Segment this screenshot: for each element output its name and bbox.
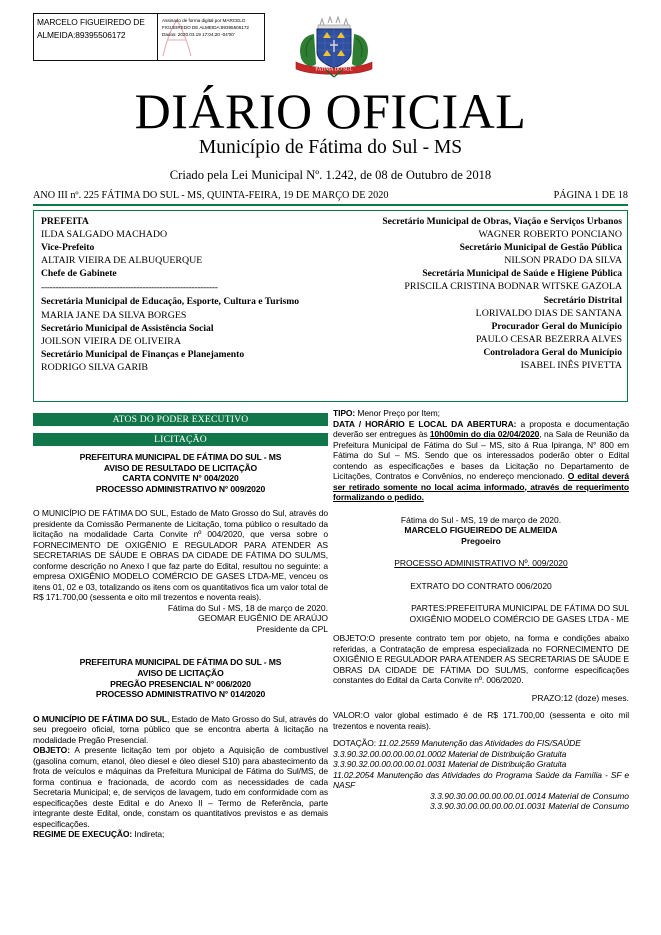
regime-text: Indireta; bbox=[132, 829, 165, 840]
heading-line: PREFEITURA MUNICIPAL DE FÁTIMA DO SUL - MS bbox=[79, 657, 282, 668]
official-name: ISABEL INÊS PIVETTA bbox=[520, 360, 622, 372]
official-role: Secretário Distrital bbox=[543, 294, 622, 306]
official-name: NILSON PRADO DA SILVA bbox=[504, 255, 622, 267]
dotacao-label: DOTAÇÃO: bbox=[333, 738, 379, 748]
official-role: Secretária Municipal de Saúde e Higiene Pública bbox=[422, 268, 622, 280]
signature-place: Fátima do Sul - MS, 18 de março de 2020. bbox=[167, 602, 328, 613]
body-text: , venceu os itens 01, 02 e 03, totalizando os itens com os quantitativos fica um valor total de R$ 171.700,00 (sessenta e oito mil trezentos e noventa reais). bbox=[33, 571, 328, 603]
dotacao-item: 3.3.90.30.00.00.00.00.01.0014 Material de Consumo bbox=[430, 790, 629, 801]
signature-role: Pregoeiro bbox=[461, 535, 501, 546]
dotacao-block bbox=[333, 749, 629, 760]
objeto-post: , conforme especificações constantes do Edital da Carta Convite nº. 006/2020. bbox=[333, 664, 629, 685]
official-role: PREFEITA bbox=[41, 216, 89, 227]
intro-bold: O MUNICÍPIO DE FÁTIMA DO SUL bbox=[33, 713, 168, 724]
heading-line: AVISO DE RESULTADO DE LICITAÇÃO bbox=[103, 462, 258, 473]
heading-line: PROCESSO ADMINISTRATIVO N° 009/2020 bbox=[95, 483, 266, 494]
notice-result-body bbox=[33, 508, 328, 603]
official-name: ALTAIR VIEIRA DE ALBUQUERQUE bbox=[41, 255, 203, 267]
page-title: DIÁRIO OFICIAL bbox=[134, 83, 527, 139]
officials-column-right bbox=[330, 211, 627, 401]
data-label: DATA / HORÁRIO E LOCAL DA ABERTURA: bbox=[333, 418, 517, 429]
signature-name: MARCELO FIGUEIREDO DE ALMEIDA bbox=[404, 525, 558, 535]
section-banner-licitacao: LICITAÇÃO bbox=[33, 433, 328, 446]
valor-line: VALOR:O valor global estimado é de R$ 171.700,00 (sessenta e oito mil trezentos e noventa reais). bbox=[333, 710, 629, 731]
tipo-label: TIPO: bbox=[333, 408, 356, 418]
official-name: PAULO CESAR BEZERRA ALVES bbox=[475, 333, 622, 345]
notice-bid-regime bbox=[33, 829, 328, 840]
heading-line: CARTA CONVITE N° 004/2020 bbox=[122, 473, 239, 484]
dotacao-item: 11.02.2054 Manutenção das Atividades do Programa Saúde da Família - SF e NASF bbox=[333, 769, 629, 790]
signature-detail-text: Assinado de forma digital por MARCELO FIGUEIREDO DE ALMEIDA:89395506172 Dados: 2020.03.19 17:04:20 -04'00' bbox=[162, 18, 249, 38]
prazo-line: PRAZO:12 (doze) meses. bbox=[531, 692, 629, 703]
regime-label: REGIME DE EXECUÇÃO: bbox=[33, 829, 133, 840]
objeto-text: A presente licitação tem por objeto a Aquisição de combustível (gasolina comum, etanol, óleo diesel e óleo diesel S10) para abastecimento da frota de veículos e máquinas da Prefeitura Municipal de Fátima do Sul/MS, de forma continua e fracionada, de acordo com as necessidades de cada Secretaria Municipal; e, de serviços de lavagem, tudo em conformidade com as especificações deste Edital e do Anexo II – Termo de Referência, parte integrante deste Edital, onde, constam os quantitativos previstos e as demais especificações. bbox=[33, 745, 328, 829]
official-role: Controladora Geral do Município bbox=[483, 346, 622, 358]
signature-name: GEOMAR EUGÊNIO DE ARAÚJO bbox=[198, 613, 328, 624]
page-number: PÁGINA 1 DE 18 bbox=[553, 190, 628, 201]
official-name: WAGNER ROBERTO PONCIANO bbox=[478, 229, 622, 241]
objeto-pre: OBJETO:O presente contrato tem por objeto, na forma e condições abaixo referidas, a Contratação de empresa especializada no bbox=[333, 633, 629, 654]
extrato-contrato-title: EXTRATO DO CONTRATO 006/2020 bbox=[410, 580, 552, 591]
notice-bid-heading bbox=[33, 657, 328, 699]
official-name: MARIA JANE DA SILVA BORGES bbox=[41, 309, 187, 321]
digital-signature-stamp bbox=[33, 13, 265, 61]
masthead-law: Criado pela Lei Municipal Nº. 1.242, de 08 de Outubro de 2018 bbox=[169, 168, 492, 182]
heading-line: AVISO DE LICITAÇÃO bbox=[137, 667, 224, 678]
contrato-objeto bbox=[333, 633, 629, 686]
data-post: , na Sala de Reunião da Prefeitura Municipal de Fátima do Sul – MS, sito á Rua Ipiranga, N° 800 em Fátima do Sul – MS. Sendo que os interessados poderão obter o Edital contendo as especificações e bases da Licitação no Departamento de Licitações, Contratos e Convênios, no endereço mencionado. bbox=[333, 429, 629, 481]
dotacao-block bbox=[333, 770, 629, 791]
pregoeiro-signature bbox=[333, 515, 629, 547]
data-abertura-block bbox=[333, 419, 629, 503]
officials-separator: ------------------------------------------------------------- bbox=[41, 282, 218, 294]
signature-detail bbox=[158, 14, 264, 60]
partes-block bbox=[333, 603, 629, 624]
masthead bbox=[0, 84, 661, 184]
signature-role: Presidente da CPL bbox=[256, 623, 328, 634]
official-role: Secretário Municipal de Obras, Viação e Serviços Urbanos bbox=[382, 216, 622, 227]
official-role: Secretário Municipal de Finanças e Planejamento bbox=[41, 348, 245, 360]
signature-name: MARCELO FIGUEIREDO DE ALMEIDA:89395506172 bbox=[34, 14, 158, 60]
notice-result-signature bbox=[33, 603, 328, 635]
column-left bbox=[33, 452, 328, 840]
official-name: RODRIGO SILVA GARIB bbox=[41, 361, 148, 373]
official-name: PRISCILA CRISTINA BODNAR WITSKE GAZOLA bbox=[404, 281, 622, 293]
processo-text: PROCESSO ADMINISTRATIVO Nº. 009/2020 bbox=[394, 558, 568, 568]
signature-place: Fátima do Sul - MS, 19 de março de 2020. bbox=[400, 514, 562, 525]
notice-bid-objeto bbox=[33, 745, 328, 829]
section-banner-atos-poder-executivo: ATOS DO PODER EXECUTIVO bbox=[33, 413, 328, 426]
heading-line: PROCESSO ADMINISTRATIVO N° 014/2020 bbox=[95, 689, 266, 700]
official-name: ILDA SALGADO MACHADO bbox=[41, 229, 168, 241]
official-role: Procurador Geral do Município bbox=[491, 320, 622, 332]
notice-bid-intro bbox=[33, 714, 328, 746]
objeto-caps: FORNECIMENTO DE OXIGÊNIO E REGULADOR PARA ATENDER AS SECRETARIAS DE SÁUDE E OBRAS DA CIDADE DE FÁTIMA DO SUL/MS bbox=[333, 643, 629, 675]
official-name: LORIVALDO DIAS DE SANTANA bbox=[475, 307, 622, 319]
masthead-subtitle: Município de Fátima do Sul - MS bbox=[198, 137, 463, 158]
tipo-line bbox=[333, 408, 629, 419]
official-role: Vice-Prefeito bbox=[41, 242, 95, 254]
issue-info-left: ANO III nº. 225 FÁTIMA DO SUL - MS, QUINTA-FEIRA, 19 DE MARÇO DE 2020 bbox=[33, 190, 389, 201]
heading-line: PREFEITURA MUNICIPAL DE FÁTIMA DO SUL - MS bbox=[79, 452, 282, 462]
processo-administrativo-line bbox=[333, 558, 629, 569]
heading-line: PREGÃO PRESENCIAL N° 006/2020 bbox=[110, 678, 251, 689]
officials-box bbox=[33, 210, 628, 402]
notice-result-heading bbox=[33, 452, 328, 494]
dotacao-item: 3.3.90.30.00.00.00.00.01.0031 Material de Consumo bbox=[430, 801, 629, 811]
dotacao-block bbox=[333, 738, 629, 749]
header-divider bbox=[33, 204, 628, 206]
intro-rest: , Estado de Mato Grosso do Sul, através do seu pregoeiro oficial, torna público que se encontra aberta à licitação na modalidade Pregão Presencial. bbox=[33, 713, 328, 745]
dotacao-item: 11.02.2559 Manutenção das Atividades do FIS/SAÚDE bbox=[378, 738, 581, 748]
official-role: Secretário Municipal de Gestão Pública bbox=[459, 242, 622, 254]
dotacao-item: 3.3.90.32.00.00.00.00.01.0031 Material de Distribuição Gratuita bbox=[333, 759, 567, 769]
dotacao-block bbox=[333, 759, 629, 770]
signature-swoosh-icon bbox=[160, 18, 194, 58]
edital-notice: O edital deverá ser retirado somente no local acima informado, através de requerimento formalizando o pedido. bbox=[333, 471, 629, 502]
data-pre: a proposta e documentação deverão ser entregues às bbox=[333, 418, 629, 439]
body-text-caps: OXIGÊNIO MODELO COMÉRCIO DE GASES LTDA-ME bbox=[68, 571, 284, 582]
partes-line: OXIGÊNIO MODELO COMÉRCIO DE GASES LTDA - ME bbox=[409, 613, 629, 624]
data-datetime: 10h00min do dia 02/04/2020 bbox=[429, 429, 540, 439]
partes-line: PARTES:PREFEITURA MUNICIPAL DE FÁTIMA DO SUL bbox=[411, 603, 629, 613]
coat-of-arms-icon bbox=[282, 16, 386, 78]
column-right bbox=[333, 408, 629, 812]
svg-text:FATIMA DO SUL: FATIMA DO SUL bbox=[315, 67, 353, 73]
tipo-text: Menor Preço por Item; bbox=[355, 408, 440, 418]
body-text: , conforme descrição no Anexo I que faz parte do Edital, resultou no seguinte: a empresa bbox=[33, 550, 328, 582]
issue-info-bar bbox=[33, 190, 628, 201]
objeto-label: OBJETO: bbox=[33, 745, 70, 756]
official-role: Secretário Municipal de Assistência Social bbox=[41, 322, 214, 334]
official-role: Chefe de Gabinete bbox=[41, 268, 117, 280]
body-text: O MUNICÍPIO DE FÁTIMA DO SUL, Estado de Mato Grosso do Sul, através do presidente da Comissão Permanente de Licitação, toma público o resultado da licitação na modalidade Carta Convite nº 004/2020, que versa sobre o bbox=[33, 508, 328, 540]
body-text-caps: FORNECIMENTO DE OXIGÊNIO E REGULADOR PARA ATENDER AS SECRETARIAS DE SÁUDE E OBRAS DA CIDADE DE FÁTIMA DO SUL/MS bbox=[33, 539, 328, 561]
dotacao-item: 3.3.90.32.00.00.00.00.01.0002 Material de Distribuição Gratuita bbox=[333, 748, 567, 759]
official-role: Secretária Municipal de Educação, Esporte, Cultura e Turismo bbox=[41, 296, 300, 308]
official-name: JOILSON VIEIRA DE OLIVEIRA bbox=[41, 335, 181, 347]
officials-column-left bbox=[34, 211, 330, 401]
